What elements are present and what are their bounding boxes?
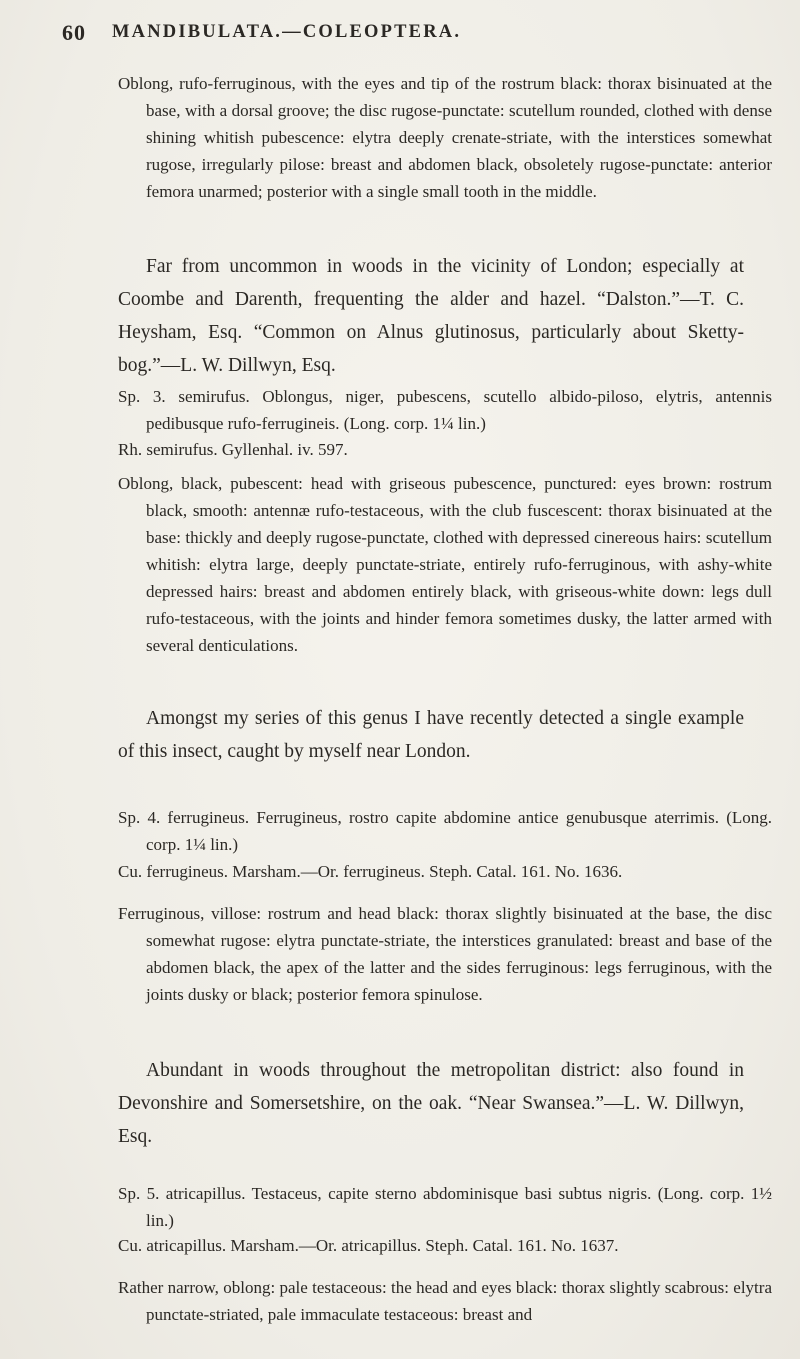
page-number: 60 <box>62 20 86 45</box>
synonym-line: Cu. atricapillus. Marsham.—Or. atricapillus. Steph. Catal. 161. No. 1637. <box>118 1236 619 1255</box>
description-paragraph: Oblong, black, pubescent: head with griseous pubescence, punctured: eyes brown: rostrum black, smooth: antennæ rufo-testaceous, with the club fuscescent: thorax bisinuated at the base: thickly and deeply rugose-punctate, clothed with depressed cinereous hairs: scutellum whitish: elytra large, deeply punctate-striate, entirely rufo-ferruginous, with ashy-white depressed hairs: breast and abdomen entirely black, with griseous-white down: legs dull rufo-testaceous, with the joints and hinder femora sometimes dusky, the latter armed with several denticulations. <box>118 474 772 655</box>
species-heading: Sp. 5. atricapillus. Testaceus, capite sterno abdominisque basi subtus nigris. (Long. corp. 1½ lin.) <box>118 1184 772 1230</box>
synonym-line: Rh. semirufus. Gyllenhal. iv. 597. <box>118 440 348 459</box>
description-paragraph: Oblong, rufo-ferruginous, with the eyes and tip of the rostrum black: thorax bisinuated at the base, with a dorsal groove; the disc rugose-punctate: scutellum rounded, clothed with dense shining whitish pubescence: elytra deeply crenate-striate, with the interstices somewhat rugose, irregularly pilose: breast and abdomen black, obsoletely rugose-punctate: anterior femora unarmed; posterior with a single small tooth in the middle. <box>118 74 772 201</box>
running-title: MANDIBULATA.—COLEOPTERA. <box>112 22 462 42</box>
species-heading: Sp. 3. semirufus. Oblongus, niger, pubescens, scutello albido-piloso, elytris, antennis pedibusque rufo-ferrugineis. (Long. corp. 1¼ lin.) <box>118 387 772 433</box>
page-header <box>62 20 742 50</box>
description-paragraph: Rather narrow, oblong: pale testaceous: the head and eyes black: thorax slightly scabrous: elytra punctate-striated, pale immaculate testaceous: breast and <box>118 1278 772 1324</box>
species-heading: Sp. 4. ferrugineus. Ferrugineus, rostro capite abdomine antice genubusque aterrimis. (Long. corp. 1¼ lin.) <box>118 808 772 854</box>
habitat-paragraph: Far from uncommon in woods in the vicinity of London; especially at Coombe and Darenth, frequenting the alder and hazel. “Dalston.”—T. C. Heysham, Esq. “Common on Alnus glutinosus, particularly about Sketty-bog.”—L. W. Dillwyn, Esq. <box>118 256 744 376</box>
habitat-paragraph: Amongst my series of this genus I have recently detected a single example of this insect, caught by myself near London. <box>118 708 744 762</box>
description-paragraph: Ferruginous, villose: rostrum and head black: thorax slightly bisinuated at the base, the disc somewhat rugose: elytra punctate-striate, the interstices granulated: breast and base of the abdomen black, the apex of the latter and the sides ferruginous: legs ferruginous, with the joints dusky or black; posterior femora spinulose. <box>118 904 772 1004</box>
habitat-paragraph: Abundant in woods throughout the metropolitan district: also found in Devonshire and Somersetshire, on the oak. “Near Swansea.”—L. W. Dillwyn, Esq. <box>118 1060 744 1147</box>
synonym-line: Cu. ferrugineus. Marsham.—Or. ferrugineus. Steph. Catal. 161. No. 1636. <box>118 862 623 881</box>
